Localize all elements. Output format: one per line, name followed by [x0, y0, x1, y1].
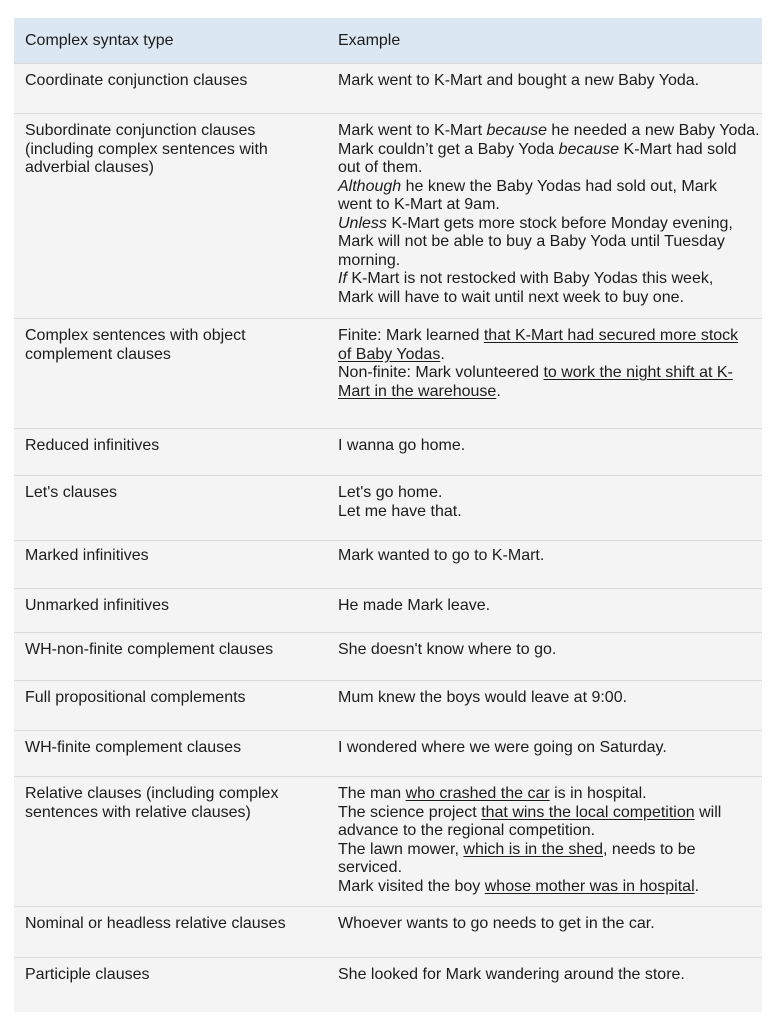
example-cell	[328, 589, 762, 632]
example-cell	[328, 541, 762, 588]
syntax-type-label: Participle clauses	[25, 966, 150, 983]
example-line	[338, 270, 762, 289]
table-row	[14, 680, 762, 730]
underlined-clause: that K-Mart had secured more stock	[483, 327, 739, 344]
example-line	[338, 364, 762, 383]
syntax-type-label: Full propositional complements	[25, 689, 246, 706]
italic-conjunction: If	[338, 270, 347, 287]
example-text: She doesn't know where to go.	[338, 641, 557, 658]
underlined-clause: who crashed the car	[405, 785, 550, 802]
example-line	[338, 822, 762, 841]
example-text: serviced.	[338, 859, 403, 876]
table-row	[14, 632, 762, 680]
syntax-type-cell	[14, 633, 328, 680]
example-line	[338, 437, 762, 456]
example-text: , needs to be	[603, 840, 696, 858]
example-text: Let's go home.	[338, 484, 443, 501]
example-text: The lawn mower,	[338, 840, 464, 858]
example-cell	[328, 681, 762, 730]
syntax-type-label: WH-non-finite complement clauses	[25, 641, 274, 658]
syntax-type-cell	[14, 589, 328, 632]
example-line	[338, 878, 762, 897]
example-text: Mark went to K-Mart	[338, 122, 487, 139]
example-text: morning.	[338, 251, 401, 269]
example-text: She looked for Mark wandering around the store.	[338, 966, 685, 983]
example-cell	[328, 777, 762, 906]
example-text: Mark will not be able to buy a Baby Yoda until Tuesday	[338, 233, 725, 250]
example-text: advance to the regional competition.	[338, 822, 596, 839]
syntax-type-cell	[14, 777, 328, 906]
example-cell	[328, 907, 762, 957]
example-text: .	[496, 382, 501, 400]
table-row	[14, 730, 762, 776]
syntax-type-label: Relative clauses (including complex	[25, 785, 279, 802]
table-row	[14, 588, 762, 632]
table-row	[14, 113, 762, 318]
example-line	[338, 841, 762, 860]
example-cell	[328, 633, 762, 680]
syntax-type-cell	[14, 958, 328, 1012]
underlined-clause: that wins the local competition	[481, 803, 695, 821]
example-line	[338, 215, 762, 234]
example-text: He made Mark leave.	[338, 597, 491, 614]
syntax-type-label: complement clauses	[25, 345, 171, 363]
example-line	[338, 785, 762, 804]
example-text: I wanna go home.	[338, 437, 466, 454]
table-header	[14, 18, 762, 63]
example-line	[338, 346, 762, 365]
example-line	[338, 141, 762, 160]
example-text: Finite: Mark learned	[338, 327, 484, 344]
table-row	[14, 63, 762, 113]
example-line	[338, 178, 762, 197]
table-row	[14, 318, 762, 428]
italic-conjunction: Although	[338, 177, 402, 195]
syntax-table	[14, 18, 762, 1012]
syntax-type-label: Coordinate conjunction clauses	[25, 72, 248, 89]
example-line	[338, 503, 762, 522]
example-cell	[328, 731, 762, 776]
underlined-clause: whose mother was in hospital	[484, 877, 695, 895]
syntax-type-label: sentences with relative clauses)	[25, 803, 251, 821]
example-cell	[328, 114, 762, 318]
example-line	[338, 915, 762, 934]
syntax-type-cell	[14, 731, 328, 776]
example-text: Let me have that.	[338, 502, 462, 520]
syntax-type-label: Nominal or headless relative clauses	[25, 915, 286, 932]
syntax-type-cell	[14, 541, 328, 588]
example-line	[338, 597, 762, 616]
example-text: Mark went to K-Mart and bought a new Baby Yoda.	[338, 72, 700, 89]
table-row	[14, 957, 762, 1012]
table-row	[14, 906, 762, 957]
header-example: Example	[338, 32, 401, 49]
example-text: will	[694, 803, 722, 821]
example-text: K-Mart is not restocked with Baby Yodas this week,	[346, 270, 714, 287]
example-text: K-Mart gets more stock before Monday evening,	[386, 214, 733, 232]
example-line	[338, 641, 762, 660]
example-cell	[328, 429, 762, 475]
example-line	[338, 289, 762, 308]
italic-conjunction: because	[486, 122, 547, 139]
table-row	[14, 428, 762, 475]
example-line	[338, 739, 762, 758]
syntax-type-cell	[14, 319, 328, 428]
example-text: .	[694, 877, 700, 895]
syntax-type-label: (including complex sentences with	[25, 140, 268, 158]
syntax-type-cell	[14, 114, 328, 318]
example-line	[338, 196, 762, 215]
syntax-type-label: Reduced infinitives	[25, 437, 160, 454]
example-line	[338, 252, 762, 271]
example-cell	[328, 476, 762, 540]
example-text: The science project	[338, 803, 482, 821]
table-row	[14, 776, 762, 906]
syntax-type-cell	[14, 64, 328, 113]
syntax-type-label: Marked infinitives	[25, 547, 149, 564]
example-text: is in hospital.	[549, 785, 647, 802]
example-cell	[328, 64, 762, 113]
example-text: Mark will have to wait until next week to buy one.	[338, 288, 684, 306]
example-text: he knew the Baby Yodas had sold out, Mark	[401, 177, 717, 195]
table-body	[14, 63, 762, 1012]
syntax-type-label: adverbial clauses)	[25, 159, 154, 176]
underlined-clause: of Baby Yodas	[338, 345, 441, 363]
syntax-type-cell	[14, 476, 328, 540]
example-text: I wondered where we were going on Saturday.	[338, 739, 667, 756]
example-cell	[328, 958, 762, 1012]
example-line	[338, 859, 762, 878]
syntax-type-cell	[14, 429, 328, 475]
table-row	[14, 540, 762, 588]
example-text: Non-finite: Mark volunteered	[338, 364, 544, 381]
example-text: Mum knew the boys would leave at 9:00.	[338, 689, 628, 706]
example-text: went to K-Mart at 9am.	[338, 196, 500, 213]
syntax-type-cell	[14, 681, 328, 730]
example-text: out of them.	[338, 159, 423, 176]
example-line	[338, 383, 762, 402]
example-line	[338, 159, 762, 178]
example-line	[338, 804, 762, 823]
syntax-type-label: Complex sentences with object	[25, 327, 246, 344]
underlined-clause: which is in the shed	[463, 840, 604, 858]
syntax-type-label: Subordinate conjunction clauses	[25, 122, 256, 139]
example-line	[338, 966, 762, 985]
table-row	[14, 475, 762, 540]
example-text: .	[440, 345, 445, 363]
example-text: Mark wanted to go to K-Mart.	[338, 547, 545, 564]
syntax-type-label: Unmarked infinitives	[25, 597, 170, 614]
syntax-type-label: WH-finite complement clauses	[25, 739, 242, 756]
example-line	[338, 233, 762, 252]
example-line	[338, 689, 762, 708]
example-line	[338, 484, 762, 503]
header-syntax-type: Complex syntax type	[25, 32, 174, 49]
example-text: The man	[338, 785, 406, 802]
example-text: Whoever wants to go needs to get in the car.	[338, 915, 655, 932]
underlined-clause: Mart in the warehouse	[338, 382, 497, 400]
example-text: Mark couldn’t get a Baby Yoda	[338, 140, 559, 158]
syntax-type-label: Let's clauses	[25, 484, 117, 501]
example-text: he needed a new Baby Yoda.	[546, 122, 760, 139]
example-line	[338, 122, 762, 141]
syntax-type-cell	[14, 907, 328, 957]
example-cell	[328, 319, 762, 428]
underlined-clause: to work the night shift at K-	[543, 364, 733, 381]
example-line	[338, 547, 762, 566]
italic-conjunction: Unless	[338, 214, 387, 232]
italic-conjunction: because	[558, 140, 620, 158]
example-line	[338, 72, 762, 91]
example-text: K-Mart had sold	[619, 140, 737, 158]
example-line	[338, 327, 762, 346]
example-text: Mark visited the boy	[338, 877, 485, 895]
